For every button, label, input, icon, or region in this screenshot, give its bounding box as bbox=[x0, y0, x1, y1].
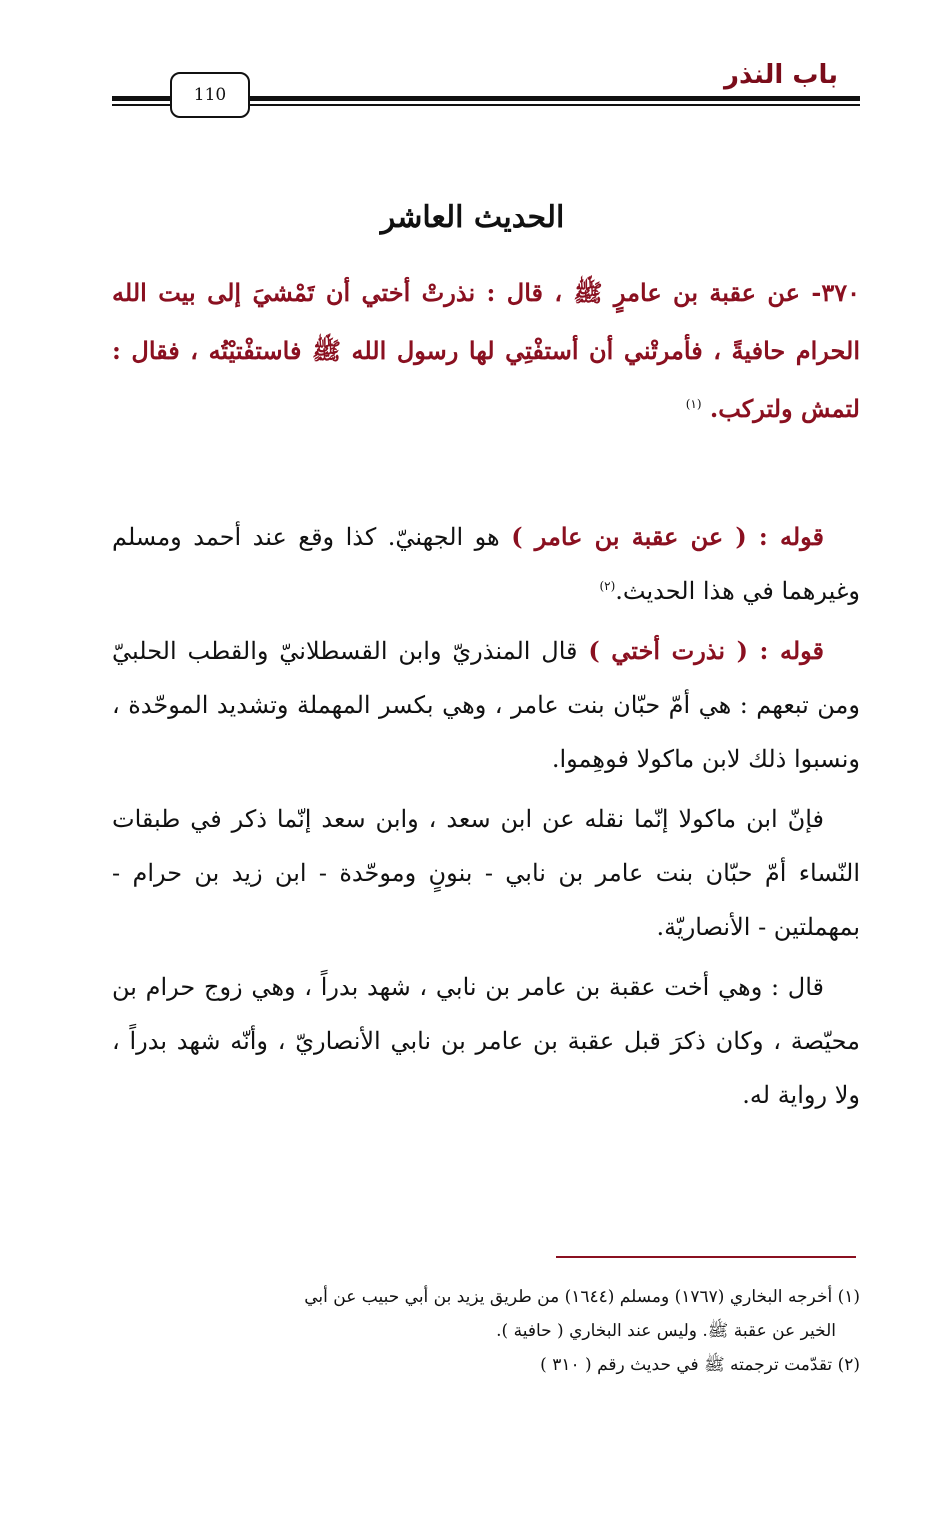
footnote-ref-1[interactable]: (١) bbox=[685, 397, 702, 411]
page-header bbox=[112, 60, 860, 120]
commentary bbox=[112, 510, 860, 1128]
commentary-paragraph bbox=[112, 510, 860, 618]
commentary-paragraph: فإنّ ابن ماكولا إنّما نقله عن ابن سعد ، وابن سعد إنّما ذكر في طبقات النّساء أمّ حبّان بنت عامر بن نابي - بنونٍ وموحّدة - ابن زيد بن حرام - بمهملتين - الأنصاريّة. bbox=[112, 805, 860, 941]
hadith-body: عن عقبة بن عامرٍ ﷺ ، قال : نذرتْ أختي أن تَمْشيَ إلى بيت الله الحرام حافيةً ، فأمرتْني أن أستفْتِي لها رسول الله ﷺ فاستفْتيْتُه ، فقال : لتمش ولتركب. bbox=[112, 278, 860, 423]
footnote-1-line-2: الخير عن عقبة ﷺ. وليس عند البخاري ( حافية ). bbox=[496, 1321, 836, 1341]
hadith-text bbox=[112, 264, 860, 438]
commentary-text: هو الجهنيّ. كذا وقع عند أحمد ومسلم وغيرهما في هذا الحديث. bbox=[112, 523, 860, 605]
commentary-paragraph bbox=[112, 624, 860, 786]
commentary-text: قال المنذريّ وابن القسطلانيّ والقطب الحلبيّ ومن تبعهم : هي أمّ حبّان بنت عامر ، وهي بكسر المهملة وتشديد الموحّدة ، ونسبوا ذلك لابن ماكولا فوهِموا. bbox=[112, 637, 861, 773]
footnote-divider bbox=[556, 1256, 856, 1258]
footnotes bbox=[112, 1280, 860, 1382]
footnote-1-line-1: (١) أخرجه البخاري (١٧٦٧) ومسلم (١٦٤٤) من طريق يزيد بن أبي حبيب عن أبي bbox=[304, 1287, 860, 1307]
commentary-lead: قوله : ( نذرت أختي ) bbox=[588, 636, 825, 665]
chapter-title: باب النذر bbox=[724, 60, 838, 90]
commentary-paragraph: قال : وهي أخت عقبة بن عامر بن نابي ، شهد بدراً ، وهي زوج حرام بن محيّصة ، وكان ذكرَ قبل عقبة بن عامر بن نابي الأنصاريّ ، وأنّه شهد بدراً ، ولا رواية له. bbox=[112, 973, 860, 1109]
footnote-ref-2[interactable]: (٢) bbox=[599, 579, 616, 593]
footnote-2: (٢) تقدّمت ترجمته ﷺ في حديث رقم ( ٣١٠ ) bbox=[540, 1355, 860, 1375]
hadith-number: ٣٧٠- bbox=[811, 278, 861, 307]
commentary-lead: قوله : ( عن عقبة بن عامر ) bbox=[511, 522, 825, 551]
section-heading: الحديث العاشر bbox=[380, 200, 565, 235]
page-number: 110 bbox=[170, 72, 250, 118]
